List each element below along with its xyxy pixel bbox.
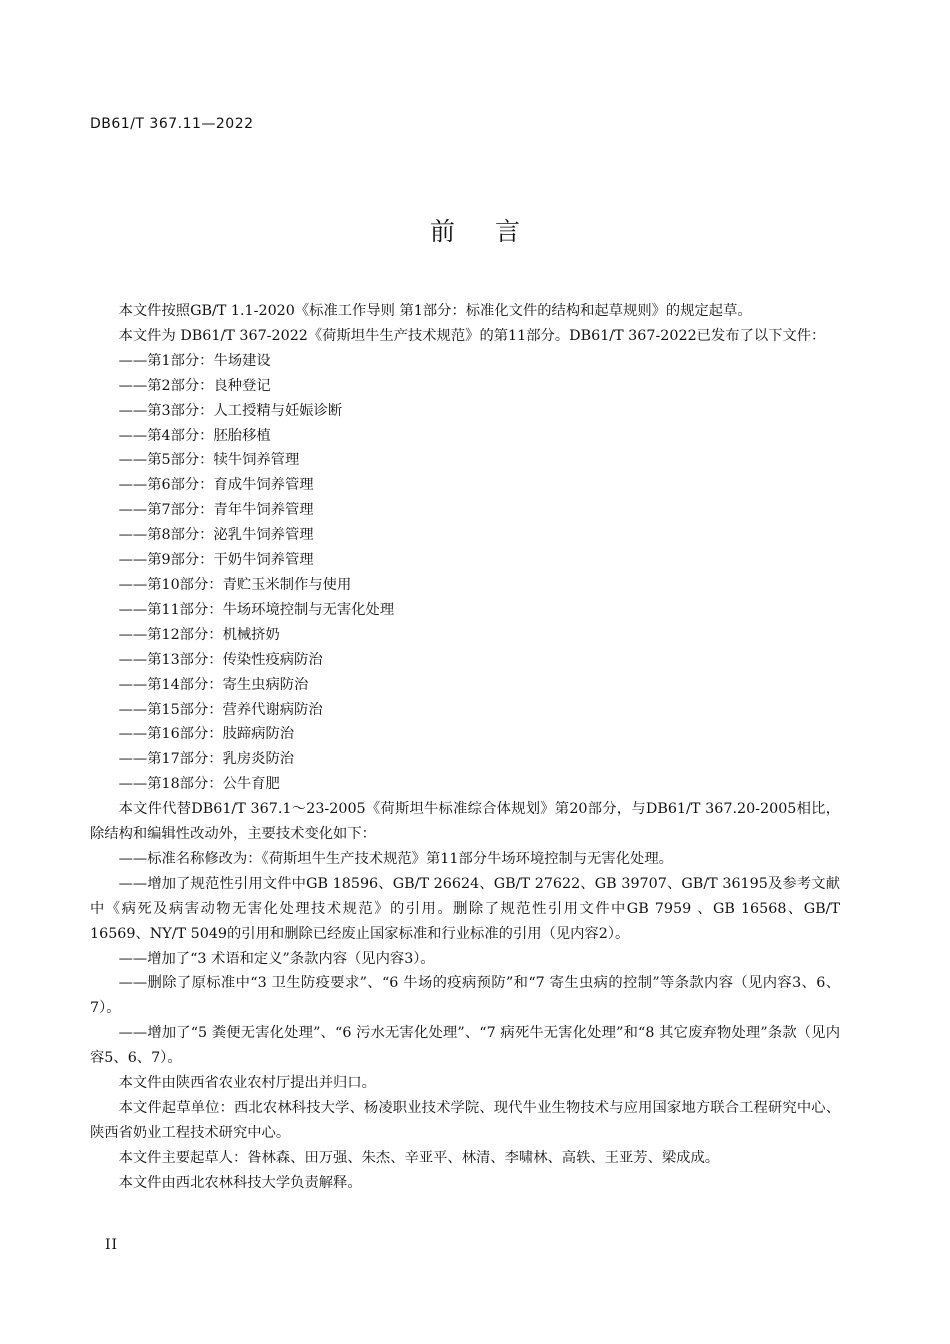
list-item: ——第13部分：传染性疫病防治 bbox=[118, 651, 323, 668]
list-item: ——第8部分：泌乳牛饲养管理 bbox=[118, 527, 314, 544]
list-item: ——第2部分：良种登记 bbox=[118, 377, 271, 394]
list-item: ——第14部分：寄生虫病防治 bbox=[118, 676, 309, 693]
document-code: DB61/T 367.11—2022 bbox=[90, 116, 254, 132]
list-item: ——第16部分：肢蹄病防治 bbox=[118, 726, 295, 743]
paragraph-interpretation: 本文件由西北农林科技大学负责解释。 bbox=[118, 1174, 362, 1191]
paragraph-drafting-units: 本文件起草单位：西北农林科技大学、杨凌职业技术学院、现代牛业生物技术与应用国家地方联合工程研究中心、陕西省奶业工程技术研究中心。 bbox=[90, 1100, 840, 1141]
list-item: ——第7部分：青年牛饲养管理 bbox=[118, 502, 314, 519]
list-item: ——第10部分：青贮玉米制作与使用 bbox=[118, 576, 352, 593]
list-item: ——第9部分：干奶牛饲养管理 bbox=[118, 552, 314, 569]
change-item: ——增加了规范性引用文件中GB 18596、GB/T 26624、GB/T 27622、GB 39707、GB/T 36195及参考文献中《病死及病害动物无害化处理技术规范》的引用。删除了规范性引用文件中GB 7959 、GB 16568、GB/T 16569、NY/T 5049的引用和删除已经废止国家标准和行业标准的引用（见内容2）。 bbox=[90, 875, 840, 942]
list-item: ——第6部分：育成牛饲养管理 bbox=[118, 477, 314, 494]
paragraph-drafting-basis: 本文件按照GB/T 1.1-2020《标准工作导则 第1部分：标准化文件的结构和起草规则》的规定起草。 bbox=[118, 303, 752, 319]
list-item: ——第17部分：乳房炎防治 bbox=[118, 751, 295, 768]
parts-list bbox=[90, 349, 840, 797]
list-item: ——第18部分：公牛育肥 bbox=[118, 776, 280, 793]
list-item: ——第11部分：牛场环境控制与无害化处理 bbox=[118, 601, 395, 618]
list-item: ——第12部分：机械挤奶 bbox=[118, 626, 280, 643]
list-item: ——第4部分：胚胎移植 bbox=[118, 427, 271, 444]
change-item: ——增加了“3 术语和定义”条款内容（见内容3）。 bbox=[118, 950, 435, 967]
list-item: ——第15部分：营养代谢病防治 bbox=[118, 701, 323, 718]
paragraph-proposer: 本文件由陕西省农业农村厅提出并归口。 bbox=[118, 1075, 376, 1092]
list-item: ——第1部分：牛场建设 bbox=[118, 352, 271, 369]
change-item: ——标准名称修改为：《荷斯坦牛生产技术规范》第11部分牛场环境控制与无害化处理。 bbox=[118, 850, 673, 867]
paragraph-drafters: 本文件主要起草人：昝林森、田万强、朱杰、辛亚平、林清、李啸林、高轶、王亚芳、梁成成。 bbox=[118, 1149, 720, 1166]
list-item: ——第5部分：犊牛饲养管理 bbox=[118, 452, 300, 469]
page-title: 前言 bbox=[429, 217, 560, 246]
change-item: ——删除了原标准中“3 卫生防疫要求”、“6 牛场的疫病预防”和“7 寄生虫病的控制”等条款内容（见内容3、6、7）。 bbox=[90, 975, 840, 1017]
change-item: ——增加了“5 粪便无害化处理”、“6 污水无害化处理”、“7 病死牛无害化处理”和“8 其它废弃物处理”条款（见内容5、6、7）。 bbox=[90, 1025, 840, 1067]
list-item: ——第3部分：人工授精与妊娠诊断 bbox=[118, 402, 343, 419]
page-number: II bbox=[105, 1237, 119, 1253]
paragraph-replacement: 本文件代替DB61/T 367.1～23-2005《荷斯坦牛标准综合体规划》第20部分，与DB61/T 367.20-2005相比，除结构和编辑性改动外，主要技术变化如下： bbox=[90, 801, 840, 843]
paragraph-series-intro: 本文件为 DB61/T 367-2022《荷斯坦牛生产技术规范》的第11部分。DB61/T 367-2022已发布了以下文件： bbox=[118, 327, 826, 344]
foreword-body bbox=[90, 299, 840, 1196]
